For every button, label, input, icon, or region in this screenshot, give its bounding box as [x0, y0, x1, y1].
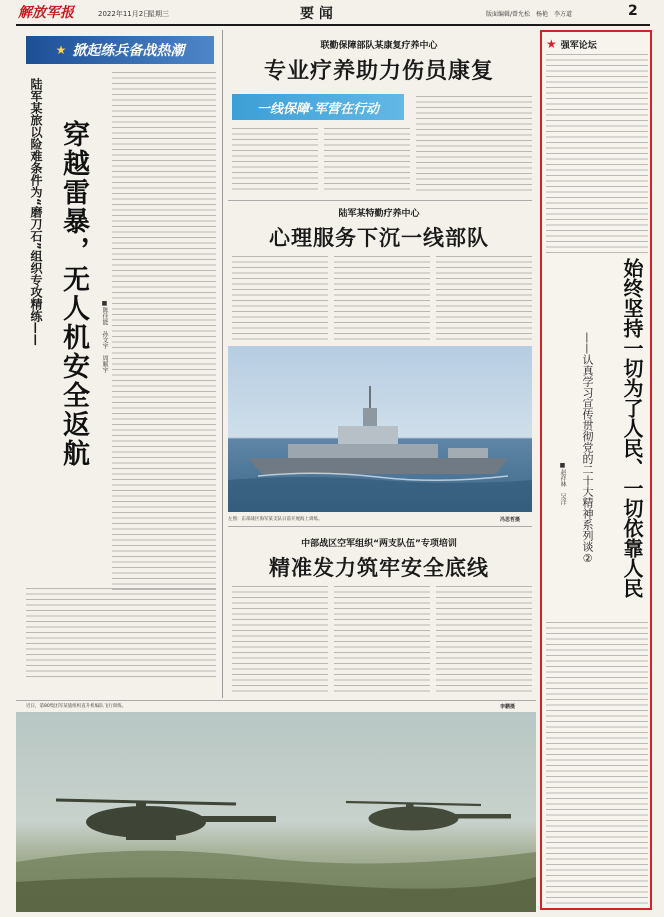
helicopter-left	[56, 800, 276, 840]
section-title: 要 闻	[300, 6, 333, 22]
left-article-headline: 穿越雷暴，无人机安全返航	[58, 120, 89, 468]
mid-article-body-b	[334, 256, 430, 340]
left-article-body	[112, 72, 216, 592]
commentary-subheadline: ——认真学习宣传贯彻党的二十大精神系列谈②	[581, 332, 594, 565]
mid-article-body-c	[436, 256, 532, 340]
top-article-divider	[228, 200, 532, 201]
top-left-banner-text: 掀起练兵备战热潮	[72, 43, 185, 59]
top-article-headline: 专业疗养助力伤员康复	[263, 58, 494, 84]
helicopter-photo-top-divider	[16, 700, 536, 701]
column-star-icon: ★	[546, 37, 557, 51]
banner-star-icon: ★	[55, 43, 67, 57]
commentary-column-name: 强军论坛	[560, 40, 597, 51]
left-article-body-bottom	[26, 588, 216, 678]
commentary-column-label	[546, 36, 648, 52]
helicopter-photo-credit: 李鹏摄	[500, 704, 516, 710]
commentary-body-bottom	[546, 622, 648, 906]
newspaper-logo: 解放军报	[18, 5, 74, 21]
bottom-article-body-c	[436, 586, 532, 696]
bottom-article-kicker: 中部战区空军组织“两支队伍”专项培训	[301, 539, 457, 549]
page-editors: 版面编辑/曾允松 杨艳 李方道	[486, 11, 573, 18]
mid-article-headline: 心理服务下沉一线部队	[269, 225, 489, 250]
top-article-body-c	[416, 96, 532, 194]
helicopter-right	[346, 802, 511, 831]
issue-weekday: 星期三	[148, 10, 169, 18]
mid-article-body-a	[232, 256, 328, 340]
top-article-body-b	[324, 128, 410, 194]
issue-date: 2022年11月2日	[98, 10, 151, 18]
helicopter-photo	[16, 712, 536, 912]
mid-article-kicker: 陆军某特勤疗养中心	[338, 209, 420, 219]
mid-center-banner-text: 一线保障·军营在行动	[257, 101, 379, 117]
ship-illustration	[228, 346, 532, 512]
masthead-divider	[16, 24, 650, 26]
helicopter-photo-caption: 近日，第80集团军某旅组织直升机编队飞行训练。	[26, 704, 127, 709]
ship-photo-credit: 冯思哲摄	[500, 517, 521, 523]
ship-photo-divider	[228, 526, 532, 527]
ship-photo	[228, 346, 532, 512]
left-article-byline: ■陈佳能 孙文宇 周顺宇	[101, 300, 108, 373]
left-article-dek: 陆军某旅以险难条件为“磨刀石”组织专攻精练——	[29, 78, 43, 346]
commentary-box	[540, 30, 652, 910]
mid-center-banner	[232, 94, 404, 120]
page-number: 2	[628, 3, 638, 19]
ship-photo-caption: 左图：东部战区海军某支队日前开展海上训练。	[228, 517, 323, 522]
top-left-banner	[26, 36, 214, 64]
top-article-body-a	[232, 128, 318, 194]
bottom-article-headline: 精准发力筑牢安全底线	[269, 555, 489, 580]
top-article-kicker: 联勤保障部队某康复疗养中心	[320, 41, 438, 51]
commentary-byline: ■赵祥林 吴洋	[559, 462, 566, 505]
commentary-body-top	[546, 54, 648, 254]
column-divider-left	[222, 30, 223, 698]
helicopter-illustration	[16, 712, 536, 912]
masthead	[0, 0, 664, 24]
bottom-article-body-b	[334, 586, 430, 696]
commentary-headline: 始终坚持一切为了人民、一切依靠人民	[620, 258, 644, 598]
bottom-article-body-a	[232, 586, 328, 696]
